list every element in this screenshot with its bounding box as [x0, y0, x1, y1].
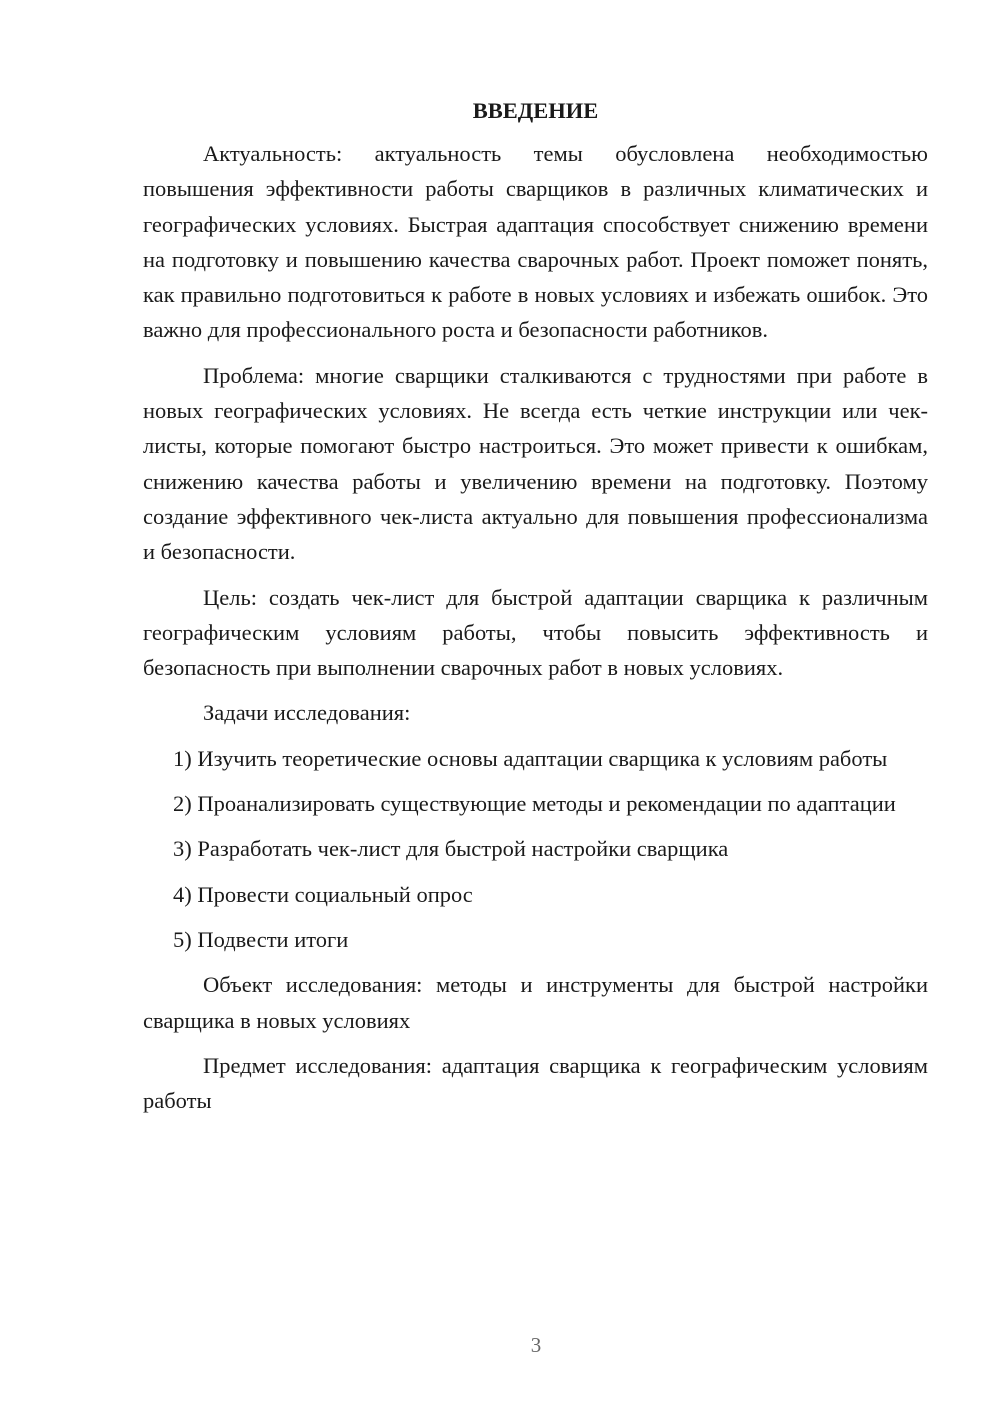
relevance-paragraph: Актуальность: актуальность темы обусловлена необходимостью повышения эффективности работы сварщиков в различных климатических и географических условиях. Быстрая адаптация способствует снижению времени на подготовку и повышению качества сварочных работ. Проект поможет понять, как правильно подготовиться к работе в новых условиях и избежать ошибок. Это важно для профессионального роста и безопасности работников. [143, 141, 928, 343]
page-content [143, 96, 928, 1128]
task-item: 5) Подвести итоги [173, 926, 349, 952]
problem-paragraph: Проблема: многие сварщики сталкиваются с трудностями при работе в новых географических условиях. Не всегда есть четкие инструкции или чек-листы, которые помогают быстро настроиться. Это может привести к ошибкам, снижению качества работы и увеличению времени на подготовку. Поэтому создание эффективного чек-листа актуально для повышения профессионализма и безопасности. [143, 362, 928, 565]
page-title: ВВЕДЕНИЕ [472, 98, 599, 123]
page-number: 3 [530, 1333, 542, 1357]
task-item: 3) Разработать чек-лист для быстрой настройки сварщика [173, 836, 729, 862]
subject-paragraph: Предмет исследования: адаптация сварщика к географическим условиям работы [143, 1052, 928, 1114]
goal-paragraph: Цель: создать чек-лист для быстрой адаптации сварщика к различным географическим условиям работы, чтобы повысить эффективность и безопасность при выполнении сварочных работ в новых условиях. [143, 584, 928, 681]
task-item: 1) Изучить теоретические основы адаптации сварщика к условиям работы [173, 745, 888, 771]
tasks-heading: Задачи исследования: [203, 700, 411, 726]
object-paragraph: Объект исследования: методы и инструменты для быстрой настройки сварщика в новых условиях [143, 972, 928, 1033]
task-item: 2) Проанализировать существующие методы и рекомендации по адаптации [173, 791, 896, 817]
task-item: 4) Провести социальный опрос [173, 881, 473, 907]
